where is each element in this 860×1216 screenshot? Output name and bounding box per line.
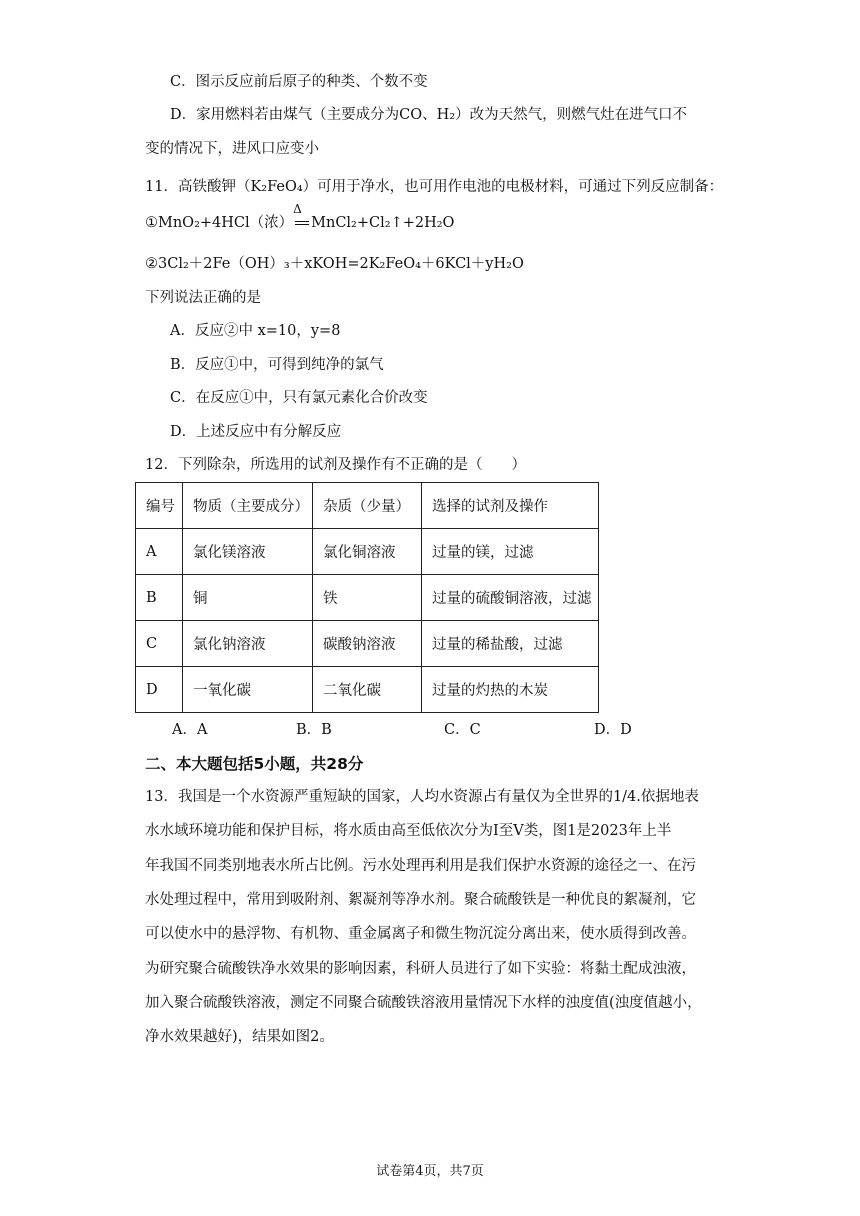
table-cell: 氯化镁溶液 — [183, 529, 313, 575]
q13-line: 13．我国是一个水资源严重短缺的国家，人均水资源占有量仅为全世界的1/4.依据地表 — [145, 789, 699, 805]
q12-option-c: C．C — [444, 722, 481, 738]
q11-option-d: D．上述反应中有分解反应 — [170, 424, 342, 440]
table-row — [136, 667, 599, 713]
heat-condition-symbol: Δ — [293, 213, 311, 233]
q12-option-b: B．B — [296, 722, 332, 738]
table-header-cell: 编号 — [136, 483, 183, 529]
table-cell: A — [136, 529, 183, 575]
table-cell: 二氧化碳 — [313, 667, 422, 713]
q12-option-a: A．A — [172, 722, 208, 738]
table-cell: 碳酸钠溶液 — [313, 621, 422, 667]
q11-stem: 11．高铁酸钾（K₂FeO₄）可用于净水，也可用作电池的电极材料，可通过下列反应制备： — [145, 179, 724, 195]
table-header-row — [136, 483, 599, 529]
q13-line: 水处理过程中，常用到吸附剂、絮凝剂等净水剂。聚合硫酸铁是一种优良的絮凝剂，它 — [145, 892, 696, 908]
section-heading: 二、本大题包括5小题，共28分 — [145, 755, 364, 773]
q12-table — [135, 482, 599, 713]
table-cell: 铜 — [183, 575, 313, 621]
q11-option-a: A．反应②中 x=10，y=8 — [170, 323, 341, 339]
q13-line: 水水域环境功能和保护目标，将水质由高至低依次分为Ⅰ至Ⅴ类，图1是2023年上半 — [145, 823, 672, 839]
q10-option-d-line2: 变的情况下，进风口应变小 — [145, 141, 319, 157]
table-cell: 过量的镁，过滤 — [422, 529, 599, 575]
page-footer: 试卷第4页，共7页 — [376, 1164, 484, 1179]
q10-option-d-line1: D．家用燃料若由煤气（主要成分为CO、H₂）改为天然气，则燃气灶在进气口不 — [170, 107, 688, 123]
q13-line: 可以使水中的悬浮物、有机物、重金属离子和微生物沉淀分离出来，使水质得到改善。 — [145, 926, 696, 942]
table-cell: 铁 — [313, 575, 422, 621]
q13-line: 净水效果越好)，结果如图2。 — [145, 1029, 334, 1045]
q11-eq1-right: MnCl₂+Cl₂↑+2H₂O — [311, 215, 455, 231]
table-cell: C — [136, 621, 183, 667]
table-cell: 过量的灼热的木炭 — [422, 667, 599, 713]
q11-eq1-left: ①MnO₂+4HCl（浓） — [145, 215, 294, 231]
table-cell: 一氧化碳 — [183, 667, 313, 713]
q10-option-c: C．图示反应前后原子的种类、个数不变 — [170, 74, 428, 90]
q13-line: 加入聚合硫酸铁溶液，测定不同聚合硫酸铁溶液用量情况下水样的浊度值(浊度值越小， — [145, 995, 702, 1011]
table-header-cell: 杂质（少量） — [313, 483, 422, 529]
q11-equation-2: ②3Cl₂＋2Fe（OH）₃＋xKOH=2K₂FeO₄＋6KCl＋yH₂O — [145, 256, 524, 272]
q11-prompt: 下列说法正确的是 — [145, 290, 261, 306]
table-header-cell: 物质（主要成分） — [183, 483, 313, 529]
table-cell: B — [136, 575, 183, 621]
q11-option-c: C．在反应①中，只有氯元素化合价改变 — [170, 390, 428, 406]
table-cell: 氯化钠溶液 — [183, 621, 313, 667]
table-row — [136, 621, 599, 667]
q11-equation-1 — [145, 202, 455, 233]
table-row — [136, 575, 599, 621]
q13-line: 为研究聚合硫酸铁净水效果的影响因素，科研人员进行了如下实验：将黏土配成浊液， — [145, 961, 696, 977]
table-cell: D — [136, 667, 183, 713]
table-header-cell: 选择的试剂及操作 — [422, 483, 599, 529]
table-cell: 过量的稀盐酸，过滤 — [422, 621, 599, 667]
q12-option-d: D．D — [594, 722, 632, 738]
q11-option-b: B．反应①中，可得到纯净的氯气 — [170, 357, 384, 373]
table-row — [136, 529, 599, 575]
q13-line: 年我国不同类别地表水所占比例。污水处理再利用是我们保护水资源的途径之一、在污 — [145, 858, 696, 874]
q12-stem: 12．下列除杂，所选用的试剂及操作有不正确的是（ ） — [145, 457, 526, 473]
table-cell: 氯化铜溶液 — [313, 529, 422, 575]
table-cell: 过量的硫酸铜溶液，过滤 — [422, 575, 599, 621]
